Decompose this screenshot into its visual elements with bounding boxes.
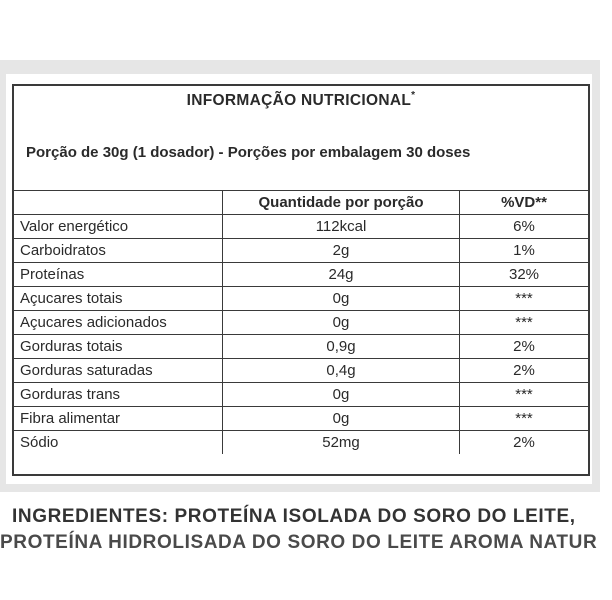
nutrient-vd: 32% [460,263,589,287]
nutrient-quantity: 0,9g [223,335,460,359]
nutrient-quantity: 0g [223,407,460,431]
nutrient-name: Gorduras saturadas [14,359,223,383]
table-header-row [14,191,588,215]
nutrient-name: Gorduras trans [14,383,223,407]
header-nutrient [14,191,223,215]
table-row [14,287,588,311]
nutrient-quantity: 0g [223,287,460,311]
table-row [14,263,588,287]
nutrient-quantity: 52mg [223,431,460,455]
nutrient-vd: 2% [460,335,589,359]
ingredients-line-2-text: PROTEÍNA HIDROLISADA DO SORO DO LEITE AROMA NATUR [0,532,598,553]
label-title-mark: * [411,90,416,101]
nutrient-name: Gorduras totais [14,335,223,359]
nutrient-name: Proteínas [14,263,223,287]
nutrient-name: Carboidratos [14,239,223,263]
header-quantity: Quantidade por porção [223,191,460,215]
label-title [14,92,588,110]
nutrient-name: Açucares adicionados [14,311,223,335]
table-row [14,311,588,335]
nutrient-vd: 6% [460,215,589,239]
ingredients-line-2 [0,531,600,553]
header-vd: %VD** [460,191,589,215]
nutrient-quantity: 0,4g [223,359,460,383]
table-row [14,215,588,239]
nutrient-vd: *** [460,287,589,311]
label-title-text: INFORMAÇÃO NUTRICIONAL [186,92,412,109]
nutrient-name: Açucares totais [14,287,223,311]
nutrient-vd: 1% [460,239,589,263]
table-row [14,407,588,431]
nutrient-name: Fibra alimentar [14,407,223,431]
table-row [14,431,588,455]
ingredients-line-1: INGREDIENTES: PROTEÍNA ISOLADA DO SORO DO LEITE, [12,506,576,527]
nutrient-quantity: 24g [223,263,460,287]
nutrient-vd: 2% [460,359,589,383]
nutrient-vd: *** [460,311,589,335]
nutrient-vd: *** [460,383,589,407]
nutrient-name: Sódio [14,431,223,455]
table-row [14,383,588,407]
nutrient-name: Valor energético [14,215,223,239]
nutrient-vd: *** [460,407,589,431]
nutrition-facts-label [12,84,590,476]
table-row [14,335,588,359]
nutrient-quantity: 0g [223,383,460,407]
table-row [14,239,588,263]
nutrient-vd: 2% [460,431,589,455]
nutrition-table [14,190,588,454]
table-row [14,359,588,383]
nutrient-quantity: 0g [223,311,460,335]
nutrient-quantity: 2g [223,239,460,263]
nutrient-quantity: 112kcal [223,215,460,239]
portion-info: Porção de 30g (1 dosador) - Porções por embalagem 30 doses [26,144,471,161]
